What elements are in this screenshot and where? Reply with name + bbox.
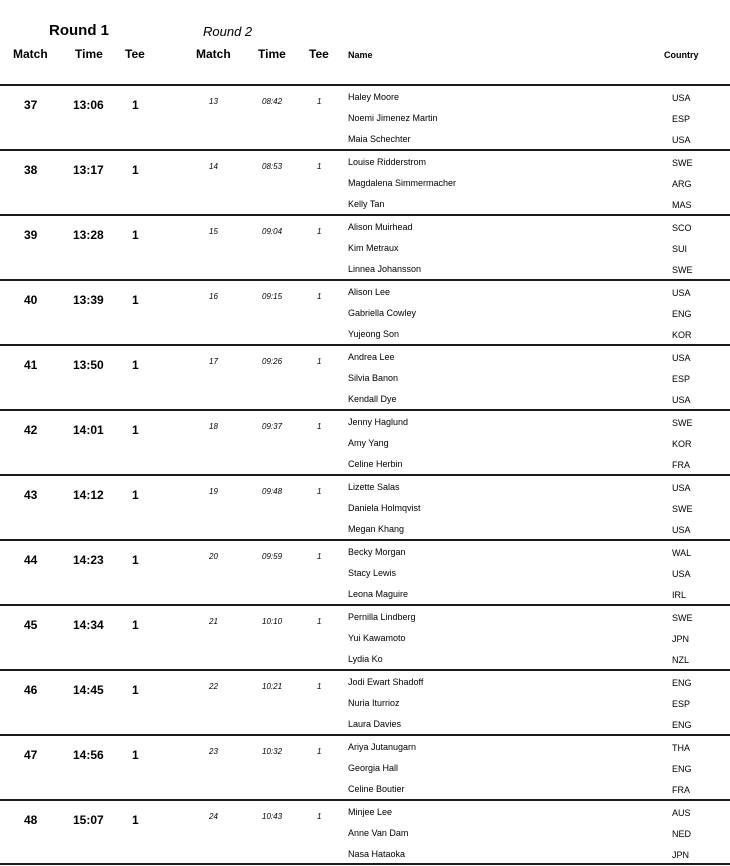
player-name: Nuria Iturrioz	[348, 698, 400, 708]
round2-tee: 1	[317, 682, 322, 691]
player-name: Yujeong Son	[348, 329, 400, 339]
player-country: FRA	[672, 785, 690, 795]
player-country: JPN	[672, 850, 690, 860]
player-country: MAS	[672, 200, 692, 210]
pairing-group	[0, 669, 730, 734]
round1-time: 14:01	[73, 423, 104, 437]
round2-time: 09:04	[262, 227, 283, 236]
player-country: AUS	[672, 808, 691, 818]
pairing-group	[0, 84, 730, 149]
round2-time: 08:53	[262, 162, 283, 171]
player-name: Jenny Haglund	[348, 417, 409, 427]
player-name: Pernilla Lindberg	[348, 612, 416, 622]
player-name: Gabriella Cowley	[348, 308, 417, 318]
player-country: USA	[672, 135, 691, 145]
player-name: Celine Herbin	[348, 459, 403, 469]
player-country: JPN	[672, 634, 690, 644]
round2-tee: 1	[317, 162, 322, 171]
player-country: ENG	[672, 309, 692, 319]
player-name: Linnea Johansson	[348, 264, 422, 274]
player-name: Anne Van Dam	[348, 828, 409, 838]
group-divider	[0, 214, 730, 216]
group-divider	[0, 669, 730, 671]
group-divider	[0, 409, 730, 411]
round2-match: 17	[209, 357, 218, 366]
round1-time: 14:56	[73, 748, 104, 762]
round1-tee: 1	[132, 683, 139, 697]
player-name: Celine Boutier	[348, 784, 405, 794]
pairing-group	[0, 214, 730, 279]
round2-tee: 1	[317, 487, 322, 496]
pairing-group	[0, 604, 730, 669]
round2-match: 19	[209, 487, 218, 496]
player-country: NZL	[672, 655, 690, 665]
pairing-group	[0, 279, 730, 344]
round2-match: 23	[209, 747, 218, 756]
round2-time: 10:32	[262, 747, 283, 756]
player-name: Jodi Ewart Shadoff	[348, 677, 424, 687]
round1-match: 41	[24, 358, 38, 372]
round2-time: 09:48	[262, 487, 283, 496]
player-country: USA	[672, 569, 691, 579]
player-country: USA	[672, 483, 691, 493]
round2-time: 09:15	[262, 292, 283, 301]
group-divider	[0, 149, 730, 151]
group-divider	[0, 604, 730, 606]
pairing-group	[0, 539, 730, 604]
round1-tee: 1	[132, 618, 139, 632]
round1-title: Round 1	[49, 22, 109, 39]
player-country: SWE	[672, 613, 693, 623]
player-name: Kelly Tan	[348, 199, 385, 209]
country-header: Country	[664, 50, 699, 60]
round1-tee: 1	[132, 293, 139, 307]
round2-match: 22	[209, 682, 218, 691]
round1-time: 13:39	[73, 293, 104, 307]
player-country: SWE	[672, 418, 693, 428]
round2-tee: 1	[317, 97, 322, 106]
round2-match: 20	[209, 552, 218, 561]
round1-match: 44	[24, 553, 38, 567]
player-name: Ariya Jutanugarn	[348, 742, 417, 752]
player-country: USA	[672, 395, 691, 405]
round2-time-header: Time	[258, 47, 286, 61]
player-country: SWE	[672, 158, 693, 168]
player-name: Kendall Dye	[348, 394, 397, 404]
round2-time: 09:26	[262, 357, 283, 366]
round1-tee: 1	[132, 228, 139, 242]
player-name: Stacy Lewis	[348, 568, 397, 578]
round2-match: 18	[209, 422, 218, 431]
group-divider	[0, 539, 730, 541]
round1-tee: 1	[132, 813, 139, 827]
player-name: Nasa Hataoka	[348, 849, 406, 859]
player-country: NED	[672, 829, 692, 839]
player-country: IRL	[672, 590, 687, 600]
pairing-group	[0, 799, 730, 864]
round1-time: 14:12	[73, 488, 104, 502]
round2-time: 09:37	[262, 422, 283, 431]
round1-match: 40	[24, 293, 38, 307]
player-country: ARG	[672, 179, 692, 189]
round1-tee: 1	[132, 488, 139, 502]
round1-tee: 1	[132, 748, 139, 762]
player-country: USA	[672, 525, 691, 535]
round2-tee: 1	[317, 552, 322, 561]
player-name: Maia Schechter	[348, 134, 411, 144]
round2-match: 13	[209, 97, 218, 106]
name-header: Name	[348, 50, 373, 60]
round1-time: 15:07	[73, 813, 104, 827]
player-name: Noemi Jimenez Martin	[348, 113, 438, 123]
player-country: SWE	[672, 504, 693, 514]
player-name: Silvia Banon	[348, 373, 399, 383]
player-country: THA	[672, 743, 690, 753]
pairing-group	[0, 734, 730, 799]
player-country: KOR	[672, 330, 692, 340]
player-country: USA	[672, 93, 691, 103]
player-country: SUI	[672, 244, 688, 254]
round2-tee: 1	[317, 422, 322, 431]
round1-time: 13:28	[73, 228, 104, 242]
pairing-group	[0, 149, 730, 214]
round2-match: 15	[209, 227, 218, 236]
round1-match: 46	[24, 683, 38, 697]
round1-time: 14:23	[73, 553, 104, 567]
player-name: Georgia Hall	[348, 763, 399, 773]
player-name: Andrea Lee	[348, 352, 395, 362]
round1-match: 48	[24, 813, 38, 827]
player-country: ENG	[672, 764, 692, 774]
player-country: ENG	[672, 678, 692, 688]
player-name: Alison Muirhead	[348, 222, 413, 232]
pairing-group	[0, 409, 730, 474]
group-divider	[0, 279, 730, 281]
round1-time: 13:50	[73, 358, 104, 372]
player-name: Alison Lee	[348, 287, 391, 297]
player-name: Louise Ridderstrom	[348, 157, 427, 167]
player-name: Haley Moore	[348, 92, 400, 102]
player-country: FRA	[672, 460, 690, 470]
bottom-divider	[0, 863, 730, 865]
round1-time: 13:06	[73, 98, 104, 112]
round2-tee: 1	[317, 747, 322, 756]
round1-match-header: Match	[13, 47, 48, 61]
player-country: SWE	[672, 265, 693, 275]
round1-match: 47	[24, 748, 38, 762]
player-name: Megan Khang	[348, 524, 405, 534]
player-country: ESP	[672, 699, 691, 709]
group-divider	[0, 474, 730, 476]
group-divider	[0, 84, 730, 86]
round1-time: 14:34	[73, 618, 104, 632]
player-country: ESP	[672, 114, 691, 124]
round2-time: 10:43	[262, 812, 283, 821]
player-country: SCO	[672, 223, 692, 233]
player-name: Minjee Lee	[348, 807, 393, 817]
round2-tee: 1	[317, 617, 322, 626]
round2-match: 24	[209, 812, 218, 821]
pairing-group	[0, 474, 730, 539]
round1-tee: 1	[132, 163, 139, 177]
round1-tee-header: Tee	[125, 47, 145, 61]
player-name: Laura Davies	[348, 719, 402, 729]
round2-tee: 1	[317, 227, 322, 236]
group-divider	[0, 344, 730, 346]
player-name: Magdalena Simmermacher	[348, 178, 457, 188]
player-name: Yui Kawamoto	[348, 633, 406, 643]
player-country: ESP	[672, 374, 691, 384]
player-country: ENG	[672, 720, 692, 730]
round1-time: 13:17	[73, 163, 104, 177]
round2-time: 10:10	[262, 617, 283, 626]
group-divider	[0, 799, 730, 801]
round1-match: 43	[24, 488, 38, 502]
round2-tee: 1	[317, 292, 322, 301]
player-name: Lydia Ko	[348, 654, 383, 664]
round2-match: 16	[209, 292, 218, 301]
player-country: USA	[672, 288, 691, 298]
round2-tee: 1	[317, 812, 322, 821]
player-name: Kim Metraux	[348, 243, 399, 253]
round1-tee: 1	[132, 423, 139, 437]
player-name: Daniela Holmqvist	[348, 503, 421, 513]
group-divider	[0, 734, 730, 736]
player-name: Amy Yang	[348, 438, 389, 448]
player-country: WAL	[672, 548, 692, 558]
round2-title: Round 2	[203, 24, 253, 39]
round2-match-header: Match	[196, 47, 231, 61]
round1-time: 14:45	[73, 683, 104, 697]
round2-time: 10:21	[262, 682, 283, 691]
player-country: USA	[672, 353, 691, 363]
round1-match: 42	[24, 423, 38, 437]
round2-time: 09:59	[262, 552, 283, 561]
round2-tee: 1	[317, 357, 322, 366]
round1-time-header: Time	[75, 47, 103, 61]
player-country: KOR	[672, 439, 692, 449]
round1-match: 39	[24, 228, 38, 242]
round1-tee: 1	[132, 553, 139, 567]
round1-tee: 1	[132, 358, 139, 372]
round1-match: 38	[24, 163, 38, 177]
round2-tee-header: Tee	[309, 47, 329, 61]
round1-match: 37	[24, 98, 38, 112]
round2-match: 21	[209, 617, 218, 626]
player-name: Lizette Salas	[348, 482, 400, 492]
pairing-group	[0, 344, 730, 409]
round1-match: 45	[24, 618, 38, 632]
player-name: Leona Maguire	[348, 589, 409, 599]
player-name: Becky Morgan	[348, 547, 406, 557]
round2-time: 08:42	[262, 97, 283, 106]
round1-tee: 1	[132, 98, 139, 112]
round2-match: 14	[209, 162, 218, 171]
